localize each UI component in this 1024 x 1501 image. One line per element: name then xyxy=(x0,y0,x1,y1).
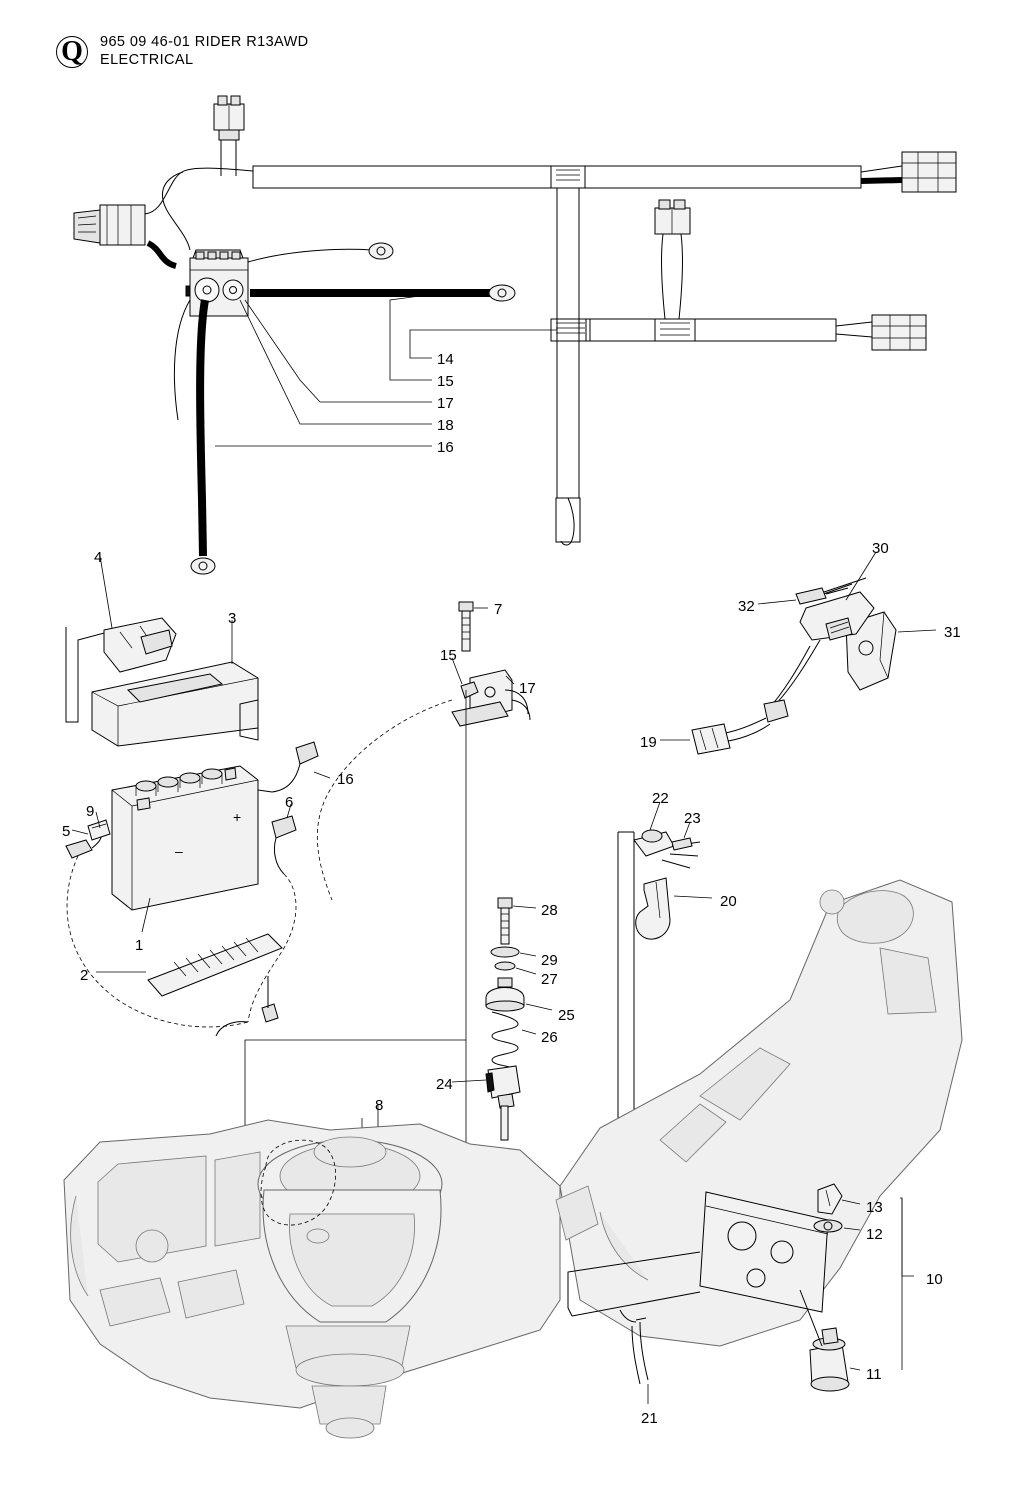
bolt-7 xyxy=(459,602,473,651)
terminal-16 xyxy=(258,742,318,792)
svg-text:+: + xyxy=(233,809,242,825)
callout-17a: 17 xyxy=(437,395,454,412)
harness-connector-top xyxy=(214,96,244,140)
callout-26: 26 xyxy=(541,1029,558,1046)
callout-6: 6 xyxy=(285,794,294,811)
boot-11 xyxy=(810,1328,849,1391)
callout-30: 30 xyxy=(872,540,889,557)
document-number: 965 09 46-01 RIDER R13AWD xyxy=(100,34,309,50)
callout-27: 27 xyxy=(541,971,558,988)
callout-24: 24 xyxy=(436,1076,453,1093)
callout-28: 28 xyxy=(541,902,558,919)
spring-26 xyxy=(492,1012,518,1070)
battery-tray-3 xyxy=(92,662,258,746)
bolt-28 xyxy=(498,898,512,944)
callout-2: 2 xyxy=(80,967,89,984)
switch-24 xyxy=(486,1066,520,1140)
harness-branch-connector-mid xyxy=(655,200,690,319)
callout-10: 10 xyxy=(926,1271,943,1288)
connector-harness-19 xyxy=(692,640,820,754)
callout-23: 23 xyxy=(684,810,701,827)
callout-4: 4 xyxy=(94,549,103,566)
ground-strap xyxy=(216,976,278,1036)
callout-14: 14 xyxy=(437,351,454,368)
section-letter-text: Q xyxy=(61,36,83,67)
cap-25 xyxy=(486,978,524,1011)
callout-18: 18 xyxy=(437,417,454,434)
callout-22: 22 xyxy=(652,790,669,807)
callout-15a: 15 xyxy=(437,373,454,390)
callout-19: 19 xyxy=(640,734,657,751)
callout-12: 12 xyxy=(866,1226,883,1243)
callout-16b: 16 xyxy=(337,771,354,788)
solenoid-17 xyxy=(452,670,530,726)
callout-32: 32 xyxy=(738,598,755,615)
callout-13: 13 xyxy=(866,1199,883,1216)
callout-7: 7 xyxy=(494,601,503,618)
callout-21: 21 xyxy=(641,1410,658,1427)
ring-terminal-3 xyxy=(191,558,215,574)
switch-assembly-24-29 xyxy=(452,898,552,1140)
callout-1: 1 xyxy=(135,937,144,954)
battery-1 xyxy=(112,766,258,910)
callout-5: 5 xyxy=(62,823,71,840)
document-subtitle: ELECTRICAL xyxy=(100,52,194,68)
washer-12 xyxy=(814,1220,842,1232)
callout-20: 20 xyxy=(720,893,737,910)
callout-16a: 16 xyxy=(437,439,454,456)
harness-leader-lines xyxy=(215,296,557,446)
relay-block xyxy=(186,250,248,316)
seat-switch-assembly xyxy=(660,552,936,754)
callout-15b: 15 xyxy=(440,647,457,664)
harness-bottom-strap xyxy=(556,498,580,545)
harness-connector-left xyxy=(74,205,145,245)
washer-29 xyxy=(491,947,519,957)
switch-22 xyxy=(634,830,700,868)
callout-25: 25 xyxy=(558,1007,575,1024)
callout-11: 11 xyxy=(866,1366,882,1383)
callout-29: 29 xyxy=(541,952,558,969)
battery-pad-2 xyxy=(148,934,282,996)
callout-17b: 17 xyxy=(519,680,536,697)
harness-connector-right-lower xyxy=(872,315,926,350)
hook-20 xyxy=(636,878,670,939)
washer-27 xyxy=(495,962,515,970)
terminals-23 xyxy=(672,838,692,850)
callout-3: 3 xyxy=(228,610,237,627)
ring-terminal-2 xyxy=(489,285,515,301)
wiring-harness-assembly xyxy=(74,96,956,574)
svg-text:–: – xyxy=(175,843,183,859)
callout-9: 9 xyxy=(86,803,95,820)
harness-connector-right-upper xyxy=(902,152,956,192)
ring-terminal-1 xyxy=(369,243,393,259)
callout-31: 31 xyxy=(944,624,961,641)
callout-8: 8 xyxy=(375,1097,384,1114)
